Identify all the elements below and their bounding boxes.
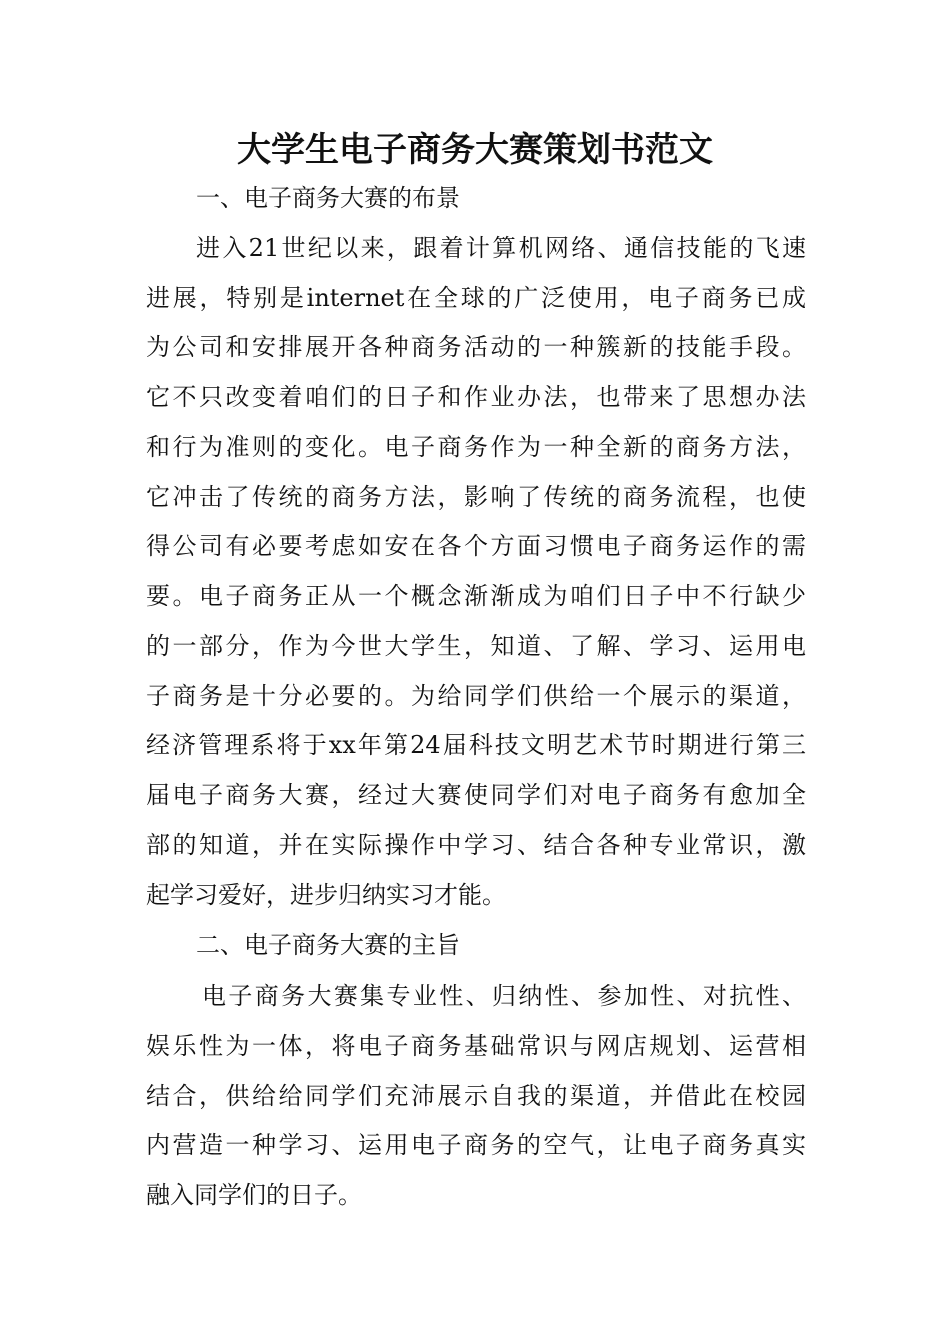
paragraph-line: 进入21世纪以来，跟着计算机网络、通信技能的飞速 [196, 234, 806, 262]
section-heading-background: 一、电子商务大赛的布景 [196, 184, 460, 212]
paragraph-line: 和行为准则的变化。电子商务作为一种全新的商务方法， [146, 433, 806, 461]
paragraph-line: 起学习爱好，进步归纳实习才能。 [146, 881, 506, 909]
paragraph-line: 的一部分，作为今世大学生，知道、了解、学习、运用电 [146, 632, 806, 660]
paragraph-line: 经济管理系将于xx年第24届科技文明艺术节时期进行第三 [146, 731, 806, 759]
paragraph-line: 得公司有必要考虑如安在各个方面习惯电子商务运作的需 [146, 532, 806, 560]
paragraph-line: 届电子商务大赛，经过大赛使同学们对电子商务有愈加全 [146, 781, 806, 809]
section-heading-purpose: 二、电子商务大赛的主旨 [196, 931, 460, 959]
document-title: 大学生电子商务大赛策划书范文 [237, 130, 713, 170]
paragraph-line: 子商务是十分必要的。为给同学们供给一个展示的渠道， [146, 682, 806, 710]
paragraph-line: 内营造一种学习、运用电子商务的空气，让电子商务真实 [146, 1131, 806, 1159]
paragraph-line: 电子商务大赛集专业性、归纳性、参加性、对抗性、 [202, 982, 806, 1010]
paragraph-line: 结合，供给给同学们充沛展示自我的渠道，并借此在校园 [146, 1082, 806, 1110]
paragraph-line: 它冲击了传统的商务方法，影响了传统的商务流程，也使 [146, 483, 806, 511]
paragraph-line: 它不只改变着咱们的日子和作业办法，也带来了思想办法 [146, 383, 806, 411]
paragraph-line: 为公司和安排展开各种商务活动的一种簇新的技能手段。 [146, 333, 806, 361]
paragraph-line: 融入同学们的日子。 [146, 1181, 362, 1209]
paragraph-line: 进展，特别是internet在全球的广泛使用，电子商务已成 [146, 284, 806, 312]
paragraph-line: 部的知道，并在实际操作中学习、结合各种专业常识，激 [146, 831, 806, 859]
paragraph-line: 娱乐性为一体，将电子商务基础常识与网店规划、运营相 [146, 1032, 806, 1060]
paragraph-line: 要。电子商务正从一个概念渐渐成为咱们日子中不行缺少 [146, 582, 806, 610]
